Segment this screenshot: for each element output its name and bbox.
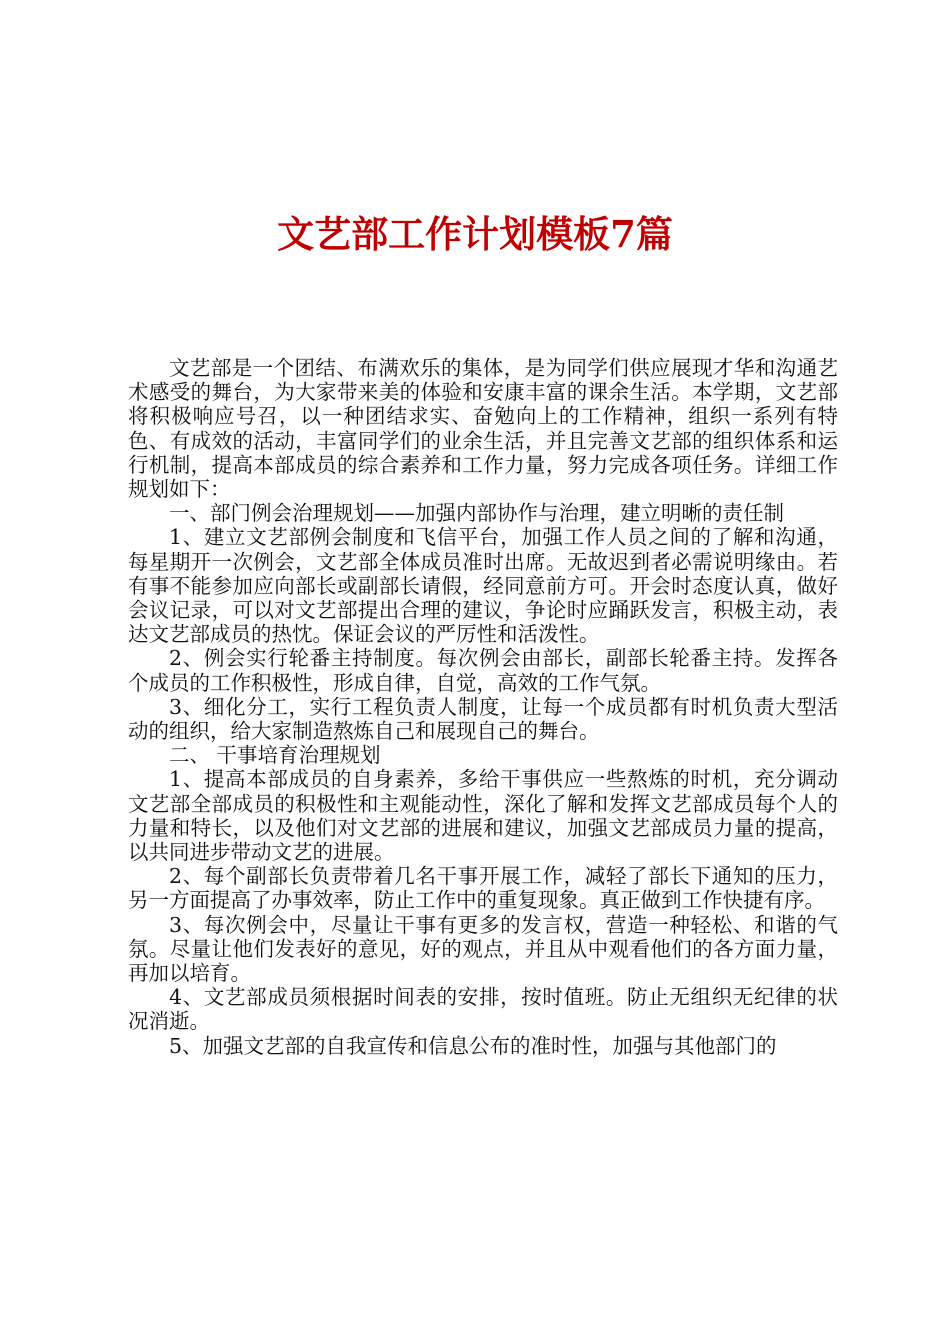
section-heading-1: 一、部门例会治理规划——加强内部协作与治理，建立明晰的责任制: [169, 501, 784, 526]
paragraph-item: 2、每个副部长负责带着几名干事开展工作，减轻了部长下通知的压力，另一方面提高了办事效率，防止工作中的重复现象。真正做到工作快捷有序。: [128, 864, 838, 913]
section-heading-2: 二、 干事培育治理规划: [169, 743, 381, 768]
paragraph-item: 1、建立文艺部例会制度和飞信平台，加强工作人员之间的了解和沟通，每星期开一次例会，文艺部全体成员准时出席。无故迟到者必需说明缘由。若有事不能参加应向部长或副部长请假，经同意前方可。开会时态度认真，做好会议记录，可以对文艺部提出合理的建议，争论时应踊跃发言，积极主动，表达文艺部成员的热忱。保证会议的严厉性和活泼性。: [128, 525, 838, 647]
paragraph-item: 4、文艺部成员须根据时间表的安排，按时值班。防止无组织无纪律的状况消逝。: [128, 985, 838, 1034]
paragraph-item: 2、例会实行轮番主持制度。每次例会由部长，副部长轮番主持。发挥各个成员的工作积极性，形成自律，自觉，高效的工作气氛。: [128, 646, 838, 695]
document-title: 文艺部工作计划模板7篇: [277, 212, 673, 256]
paragraph-item: 3、每次例会中，尽量让干事有更多的发言权，营造一种轻松、和谐的气氛。尽量让他们发表好的意见，好的观点，并且从中观看他们的各方面力量，再加以培育。: [128, 912, 838, 986]
paragraph-item: 1、提高本部成员的自身素养，多给干事供应一些熬炼的时机，充分调动文艺部全部成员的积极性和主观能动性，深化了解和发挥文艺部成员每个人的力量和特长，以及他们对文艺部的进展和建议，加强文艺部成员力量的提高，以共同进步带动文艺的进展。: [128, 767, 838, 865]
paragraph-intro: 文艺部是一个团结、布满欢乐的集体，是为同学们供应展现才华和沟通艺术感受的舞台，为大家带来美的体验和安康丰富的课余生活。本学期，文艺部将积极响应号召，以一种团结求实、奋勉向上的工作精神，组织一系列有特色、有成效的活动，丰富同学们的业余生活，并且完善文艺部的组织体系和运行机制，提高本部成员的综合素养和工作力量，努力完成各项任务。详细工作规划如下：: [128, 356, 838, 502]
paragraph-item: 5、加强文艺部的自我宣传和信息公布的准时性，加强与其他部门的: [169, 1033, 777, 1058]
paragraph-item: 3、细化分工，实行工程负责人制度，让每一个成员都有时机负责大型活动的组织，给大家制造熬炼自己和展现自己的舞台。: [128, 694, 838, 744]
document-body: [128, 356, 838, 1058]
